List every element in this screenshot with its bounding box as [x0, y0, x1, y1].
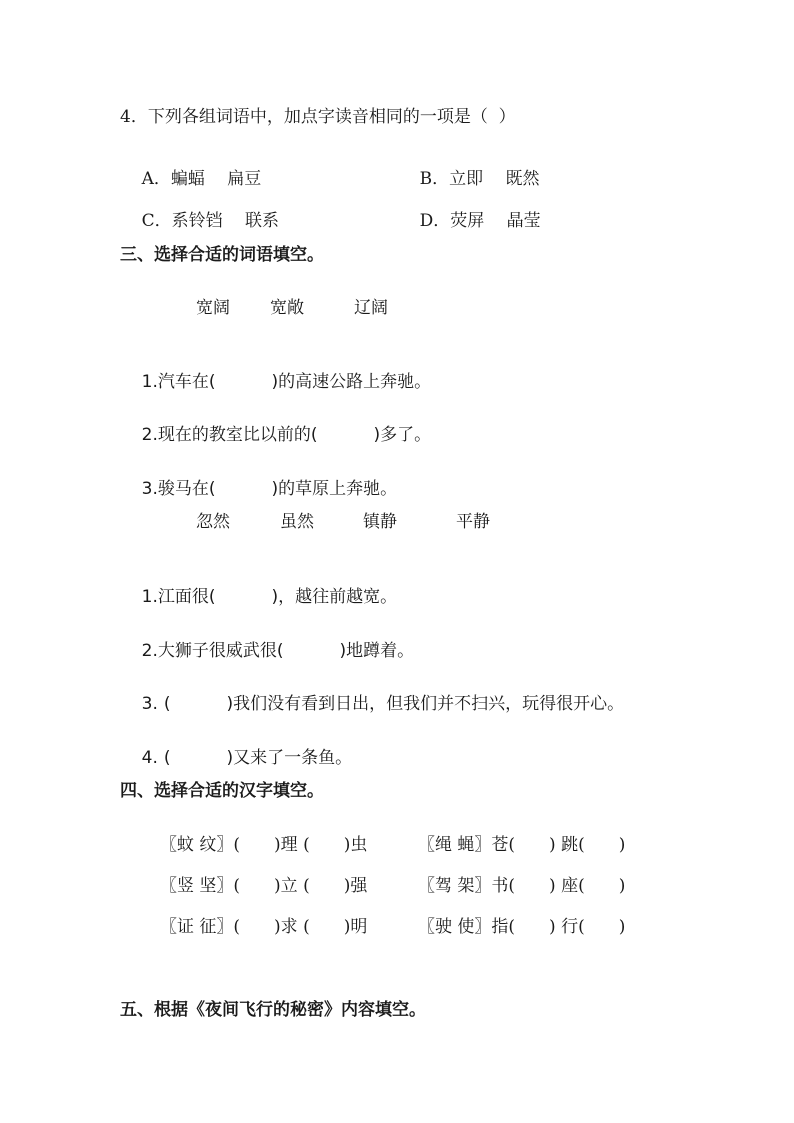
option-text: 系铃铛 联系 — [171, 211, 280, 231]
item-pre: ( — [163, 748, 171, 768]
word-bank-1-word-3: 辽阔 — [354, 298, 388, 318]
option-label: D． — [419, 211, 451, 231]
item-number: 3. — [141, 694, 158, 714]
char-choice-right-1[interactable]: 〖绳 蝇〗苍( ) 跳( ) — [418, 835, 626, 855]
item-post: )地蹲着。 — [339, 641, 415, 661]
item-number: 1. — [141, 372, 158, 392]
q4-option-d — [398, 191, 541, 251]
item-number: 4. — [141, 748, 158, 768]
option-text: 蝙蝠 扁豆 — [170, 169, 262, 189]
item-post: )的草原上奔驰。 — [271, 479, 398, 499]
section-4-heading: 四、选择合适的汉字填空。 — [120, 781, 324, 801]
word-bank-2-word-2: 虽然 — [280, 512, 314, 532]
item-number: 2. — [141, 425, 158, 445]
char-choice-left-3[interactable]: 〖证 征〗( )求 ( )明 — [160, 917, 368, 937]
item-pre: 现在的教室比以前的( — [157, 425, 318, 445]
item-post: )多了。 — [373, 425, 432, 445]
section-3-heading: 三、选择合适的词语填空。 — [120, 245, 324, 265]
item-number: 2. — [141, 641, 158, 661]
char-choice-right-3[interactable]: 〖驶 使〗指( ) 行( ) — [418, 917, 626, 937]
item-pre: ( — [163, 694, 171, 714]
q4-stem: 4．下列各组词语中，加点字读音相同的一项是（ ） — [120, 107, 516, 127]
fill-item — [120, 352, 431, 412]
word-bank-2-word-3: 镇静 — [363, 512, 397, 532]
section-5-heading: 五、根据《夜间飞行的秘密》内容填空。 — [120, 1000, 426, 1020]
char-choice-left-1[interactable]: 〖蚊 纹〗( )理 ( )虫 — [160, 835, 368, 855]
word-bank-1-word-2: 宽敞 — [270, 298, 304, 318]
q4-option-c — [120, 191, 279, 251]
item-pre: 汽车在( — [157, 372, 216, 392]
item-pre: 骏马在( — [157, 479, 216, 499]
option-label: A． — [141, 169, 171, 189]
option-text: 荧屏 晶莹 — [450, 211, 541, 231]
option-text: 立即 既然 — [449, 169, 540, 189]
item-pre: 大狮子很威武很( — [157, 641, 284, 661]
option-label: B． — [419, 169, 450, 189]
fill-item — [120, 459, 397, 519]
word-bank-1-word-1: 宽阔 — [196, 298, 230, 318]
fill-item — [120, 405, 431, 465]
item-pre: 江面很( — [157, 587, 216, 607]
item-post: )我们没有看到日出，但我们并不扫兴，玩得很开心。 — [226, 694, 625, 714]
item-number: 3. — [141, 479, 158, 499]
item-number: 1. — [141, 587, 158, 607]
item-post: )的高速公路上奔驰。 — [271, 372, 432, 392]
fill-item — [120, 674, 624, 734]
fill-item — [120, 621, 414, 681]
char-choice-left-2[interactable]: 〖竖 坚〗( )立 ( )强 — [160, 876, 368, 896]
item-post: )，越往前越宽。 — [271, 587, 398, 607]
word-bank-2-word-4: 平静 — [456, 512, 490, 532]
fill-item — [120, 567, 397, 627]
option-label: C． — [141, 211, 172, 231]
fill-item — [120, 728, 352, 788]
word-bank-2-word-1: 忽然 — [196, 512, 230, 532]
char-choice-right-2[interactable]: 〖驾 架〗书( ) 座( ) — [418, 876, 626, 896]
item-post: )又来了一条鱼。 — [226, 748, 353, 768]
